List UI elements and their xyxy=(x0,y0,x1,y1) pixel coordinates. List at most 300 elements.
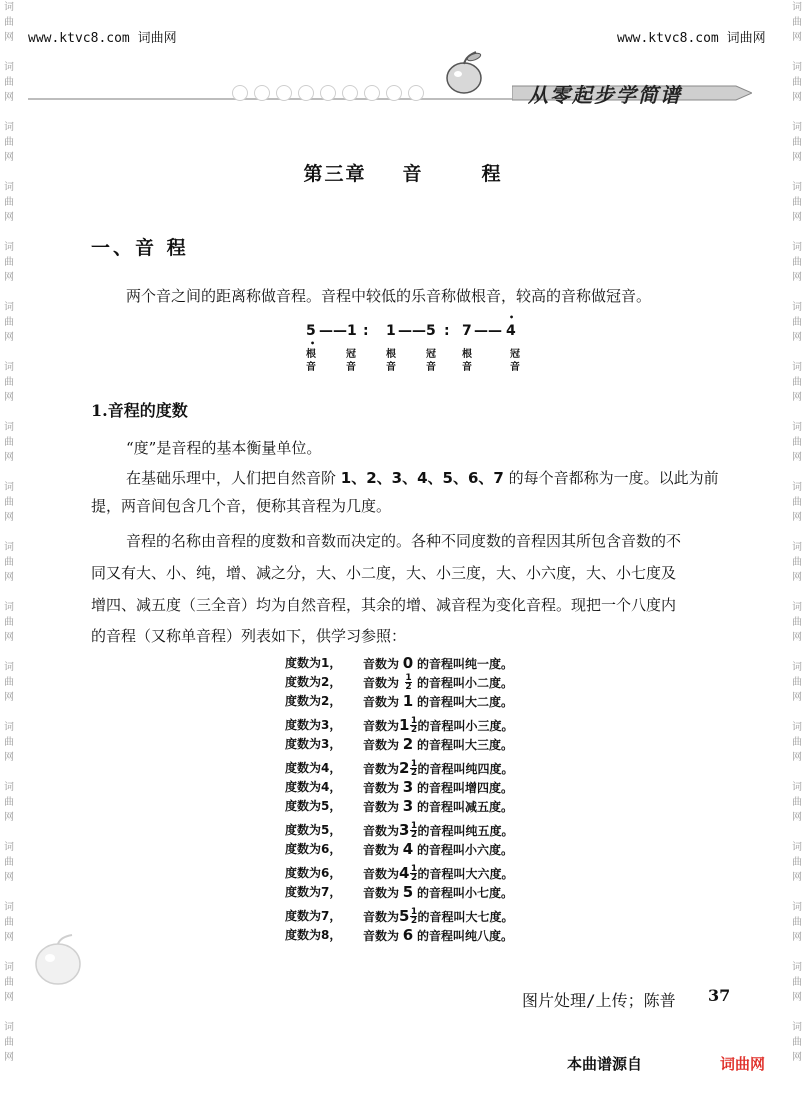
count-whole: 1 xyxy=(399,716,410,734)
notation-example xyxy=(306,313,536,378)
degree-value: 4， xyxy=(321,761,342,775)
chapter-prefix: 第三章 xyxy=(303,163,367,185)
count-label: 音数为 xyxy=(363,867,400,881)
paragraph-text: 的每个音都称为一度。以此为前 xyxy=(508,469,719,487)
degree-cell xyxy=(285,692,355,710)
fraction-numerator: 1 xyxy=(410,821,418,831)
paragraph-text: 在基础乐理中，人们把自然音阶 xyxy=(126,469,337,487)
watermark-char: 曲 xyxy=(4,737,14,748)
degree-value: 1， xyxy=(321,656,342,670)
watermark-char: 曲 xyxy=(792,797,802,808)
watermark-char: 网 xyxy=(792,272,802,283)
interval-suffix: 的音程叫 xyxy=(417,762,466,776)
count-label: 音数为 xyxy=(363,843,400,857)
watermark-char: 网 xyxy=(792,92,802,103)
semitone-count xyxy=(399,821,417,839)
watermark-char: 词 xyxy=(4,422,14,433)
label-root: 音 xyxy=(386,362,396,373)
watermark-char: 曲 xyxy=(792,977,802,988)
count-label: 音数为 xyxy=(363,800,400,814)
interval-name: 纯一度。 xyxy=(465,657,514,671)
watermark-char: 词 xyxy=(792,362,802,373)
paragraph: 同又有大、小、纯，增、减之分，大、小二度，大、小三度，大、小六度，大、小七度及 xyxy=(91,564,677,582)
subsection-title: 1.音程的度数 xyxy=(91,401,188,420)
octave-dot-above: • xyxy=(509,313,515,322)
watermark-char: 曲 xyxy=(4,377,14,388)
watermark-char: 网 xyxy=(792,212,802,223)
watermark-char: 词 xyxy=(4,602,14,613)
logo-title: 从零起步学简谱 xyxy=(528,83,682,107)
degree-value: 3， xyxy=(321,737,342,751)
watermark-char: 网 xyxy=(4,272,14,283)
note-high: 1 xyxy=(347,323,357,339)
chapter-title xyxy=(0,159,806,186)
count-label: 音数为 xyxy=(363,929,400,943)
watermark-char: 曲 xyxy=(792,1037,802,1048)
watermark-char: 网 xyxy=(792,32,802,43)
count-cell xyxy=(363,654,513,673)
watermark-char: 网 xyxy=(792,572,802,583)
watermark-char: 网 xyxy=(4,692,14,703)
fraction-denominator: 2 xyxy=(410,830,418,840)
bubble-decoration xyxy=(386,85,402,101)
note-low: 1 xyxy=(386,323,396,339)
site-url-left[interactable] xyxy=(28,27,177,46)
watermark-group xyxy=(4,900,14,945)
degree-value: 7， xyxy=(321,885,342,899)
degree-label: 度数为 xyxy=(285,866,322,880)
count-whole: 6 xyxy=(402,926,414,944)
count-whole: 5 xyxy=(399,907,410,925)
interval-suffix: 的音程叫 xyxy=(417,676,466,690)
watermark-group xyxy=(4,600,14,645)
label-root: 根 xyxy=(306,349,316,360)
fraction-denominator: 2 xyxy=(405,682,412,692)
interval-suffix: 的音程叫 xyxy=(417,929,466,943)
count-label: 音数为 xyxy=(363,781,400,795)
watermark-char: 词 xyxy=(792,602,802,613)
watermark-char: 词 xyxy=(792,2,802,13)
watermark-char: 网 xyxy=(4,452,14,463)
interval-name: 大三度。 xyxy=(465,738,514,752)
paragraph: 的音程（又称单音程）列表如下，供学习参照： xyxy=(91,627,407,645)
watermark-char: 网 xyxy=(4,512,14,523)
count-cell xyxy=(363,759,513,778)
watermark-group xyxy=(4,540,14,585)
degree-value: 5， xyxy=(321,823,342,837)
degree-label: 度数为 xyxy=(285,656,322,670)
watermark-char: 曲 xyxy=(792,737,802,748)
count-label: 音数为 xyxy=(363,738,400,752)
watermark-char: 网 xyxy=(4,872,14,883)
label-crown: 冠 xyxy=(510,349,520,360)
count-whole: 3 xyxy=(402,778,414,796)
octave-dot-below: • xyxy=(310,339,316,348)
interval-suffix: 的音程叫 xyxy=(417,657,466,671)
watermark-char: 曲 xyxy=(4,977,14,988)
watermark-char: 曲 xyxy=(792,317,802,328)
interval-name: 大二度。 xyxy=(465,695,514,709)
degree-cell xyxy=(285,735,355,753)
watermark-char: 词 xyxy=(792,902,802,913)
count-label: 音数为 xyxy=(363,719,400,733)
count-label: 音数为 xyxy=(363,910,400,924)
watermark-group xyxy=(4,180,14,225)
count-cell xyxy=(363,907,513,926)
count-whole: 2 xyxy=(399,759,410,777)
watermark-char: 词 xyxy=(792,962,802,973)
watermark-char: 曲 xyxy=(792,197,802,208)
label-crown: 音 xyxy=(510,362,520,373)
watermark-char: 网 xyxy=(4,32,14,43)
watermark-char: 曲 xyxy=(4,437,14,448)
watermark-char: 曲 xyxy=(4,617,14,628)
degree-value: 2， xyxy=(321,675,342,689)
watermark-char: 词 xyxy=(4,962,14,973)
interval-name: 小六度。 xyxy=(465,843,514,857)
count-cell xyxy=(363,864,513,883)
count-cell xyxy=(363,883,513,902)
fraction-denominator: 2 xyxy=(410,873,418,883)
paragraph: “度”是音程的基本衡量单位。 xyxy=(126,439,322,457)
watermark-group xyxy=(4,660,14,705)
semitone-count xyxy=(399,692,417,710)
watermark-group xyxy=(4,780,14,825)
site-name-right: 词曲网 xyxy=(726,31,766,46)
degree-label: 度数为 xyxy=(285,928,322,942)
watermark-char: 网 xyxy=(4,92,14,103)
watermark-char: 词 xyxy=(4,782,14,793)
watermark-char: 网 xyxy=(4,812,14,823)
interval-suffix: 的音程叫 xyxy=(417,719,466,733)
degree-value: 7， xyxy=(321,909,342,923)
source-brand-link[interactable]: 词曲网 xyxy=(720,1055,766,1073)
fraction-numerator: 1 xyxy=(410,759,418,769)
watermark-char: 曲 xyxy=(792,137,802,148)
watermark-char: 曲 xyxy=(4,17,14,28)
watermark-char: 曲 xyxy=(4,677,14,688)
watermark-char: 词 xyxy=(4,902,14,913)
count-fraction xyxy=(405,674,412,691)
watermark-group xyxy=(792,480,802,525)
watermark-char: 网 xyxy=(792,992,802,1003)
watermark-char: 词 xyxy=(792,482,802,493)
label-root: 音 xyxy=(462,362,472,373)
degree-cell xyxy=(285,716,355,734)
bubble-decoration xyxy=(342,85,358,101)
bubble-decoration xyxy=(408,85,424,101)
semitone-count xyxy=(399,926,417,944)
bubble-decoration xyxy=(298,85,314,101)
interval-name: 减五度。 xyxy=(465,800,514,814)
site-name-left: 词曲网 xyxy=(137,31,177,46)
count-whole: 3 xyxy=(402,797,414,815)
label-crown: 冠 xyxy=(426,349,436,360)
watermark-char: 曲 xyxy=(4,917,14,928)
watermark-group xyxy=(792,300,802,345)
watermark-char: 词 xyxy=(4,482,14,493)
watermark-char: 网 xyxy=(792,512,802,523)
bubble-decoration xyxy=(232,85,248,101)
watermark-char: 曲 xyxy=(4,197,14,208)
watermark-char: 网 xyxy=(4,632,14,643)
watermark-group xyxy=(4,0,14,45)
interval-suffix: 的音程叫 xyxy=(417,824,466,838)
watermark-char: 网 xyxy=(4,752,14,763)
degree-label: 度数为 xyxy=(285,675,322,689)
paragraph xyxy=(126,464,719,492)
count-cell xyxy=(363,797,513,816)
count-cell xyxy=(363,735,513,754)
uploader-credit: 图片处理/上传；陈普 xyxy=(522,991,676,1010)
count-cell xyxy=(363,926,513,945)
watermark-char: 曲 xyxy=(4,497,14,508)
note-low: 7 xyxy=(462,323,472,339)
watermark-char: 网 xyxy=(792,752,802,763)
watermark-char: 曲 xyxy=(792,557,802,568)
count-label: 音数为 xyxy=(363,676,400,690)
degree-label: 度数为 xyxy=(285,761,322,775)
watermark-group xyxy=(792,60,802,105)
interval-name: 纯四度。 xyxy=(465,762,514,776)
watermark-char: 曲 xyxy=(4,1037,14,1048)
watermark-char: 曲 xyxy=(4,317,14,328)
paragraph: 提，两音间包含几个音，便称其音程为几度。 xyxy=(91,497,392,515)
count-label: 音数为 xyxy=(363,762,400,776)
watermark-char: 网 xyxy=(792,392,802,403)
watermark-group xyxy=(4,480,14,525)
degree-cell xyxy=(285,673,355,691)
watermark-group xyxy=(4,720,14,765)
note-high: 5 xyxy=(426,323,436,339)
interval-table xyxy=(285,654,585,964)
label-root: 根 xyxy=(462,349,472,360)
bubble-decoration xyxy=(364,85,380,101)
watermark-char: 词 xyxy=(4,542,14,553)
watermark-char: 词 xyxy=(4,1022,14,1033)
degree-cell xyxy=(285,926,355,944)
watermark-char: 网 xyxy=(792,632,802,643)
note-high: 4 xyxy=(506,323,516,339)
page-number: 37 xyxy=(708,986,731,1005)
watermark-group xyxy=(792,720,802,765)
watermark-char: 曲 xyxy=(4,857,14,868)
count-cell xyxy=(363,673,513,692)
watermark-char: 曲 xyxy=(792,617,802,628)
watermark-char: 网 xyxy=(792,1052,802,1063)
watermark-group xyxy=(792,420,802,465)
watermark-group xyxy=(4,240,14,285)
interval-suffix: 的音程叫 xyxy=(417,800,466,814)
watermark-char: 网 xyxy=(792,932,802,943)
watermark-char: 词 xyxy=(4,2,14,13)
watermark-char: 曲 xyxy=(792,257,802,268)
watermark-char: 曲 xyxy=(792,377,802,388)
paragraph: 音程的名称由音程的度数和音数而决定的。各种不同度数的音程因其所包含音数的不 xyxy=(126,532,682,550)
watermark-char: 曲 xyxy=(792,77,802,88)
watermark-char: 词 xyxy=(792,422,802,433)
watermark-char: 网 xyxy=(792,812,802,823)
watermark-group xyxy=(792,360,802,405)
count-whole: 5 xyxy=(402,883,414,901)
watermark-char: 词 xyxy=(792,182,802,193)
watermark-group xyxy=(792,780,802,825)
watermark-char: 词 xyxy=(4,182,14,193)
watermark-char: 词 xyxy=(4,662,14,673)
degree-label: 度数为 xyxy=(285,737,322,751)
chapter-char: 程 xyxy=(481,163,503,185)
bubble-decoration xyxy=(276,85,292,101)
interval-suffix: 的音程叫 xyxy=(417,695,466,709)
degree-label: 度数为 xyxy=(285,842,322,856)
degree-label: 度数为 xyxy=(285,799,322,813)
label-root: 根 xyxy=(386,349,396,360)
semitone-count xyxy=(399,735,417,753)
watermark-group xyxy=(4,840,14,885)
watermark-group xyxy=(792,660,802,705)
dash-line: —— xyxy=(398,323,426,339)
watermark-char: 词 xyxy=(4,122,14,133)
apple-decoration-icon xyxy=(28,930,90,990)
interval-suffix: 的音程叫 xyxy=(417,886,466,900)
watermark-char: 网 xyxy=(4,992,14,1003)
watermark-group xyxy=(4,960,14,1005)
section-title: 一、音 程 xyxy=(91,237,189,259)
site-url-right-text: www.ktvc8.com xyxy=(617,31,719,46)
watermark-char: 词 xyxy=(4,722,14,733)
semitone-count xyxy=(399,797,417,815)
watermark-char: 网 xyxy=(4,152,14,163)
watermark-char: 词 xyxy=(792,1022,802,1033)
degree-label: 度数为 xyxy=(285,718,322,732)
degree-cell xyxy=(285,864,355,882)
watermark-char: 曲 xyxy=(4,257,14,268)
interval-suffix: 的音程叫 xyxy=(417,843,466,857)
interval-name: 小三度。 xyxy=(465,719,514,733)
degree-cell xyxy=(285,883,355,901)
watermark-char: 网 xyxy=(4,1052,14,1063)
watermark-group xyxy=(792,1020,802,1065)
watermark-char: 网 xyxy=(792,692,802,703)
fraction-denominator: 2 xyxy=(410,916,418,926)
count-cell xyxy=(363,778,513,797)
watermark-char: 词 xyxy=(792,662,802,673)
interval-name: 大六度。 xyxy=(465,867,514,881)
scale-degrees: 1、2、3、4、5、6、7 xyxy=(340,469,504,487)
watermark-char: 网 xyxy=(4,212,14,223)
fraction-numerator: 1 xyxy=(405,673,412,683)
count-whole: 3 xyxy=(399,821,410,839)
degree-cell xyxy=(285,778,355,796)
semitone-count xyxy=(399,759,417,777)
count-cell xyxy=(363,821,513,840)
count-whole: 4 xyxy=(399,864,410,882)
separator: : xyxy=(444,323,450,339)
degree-value: 3， xyxy=(321,718,342,732)
dash-line: —— xyxy=(319,323,347,339)
watermark-char: 曲 xyxy=(792,17,802,28)
watermark-group xyxy=(792,540,802,585)
label-crown: 音 xyxy=(346,362,356,373)
apple-logo-icon xyxy=(436,48,492,98)
interval-suffix: 的音程叫 xyxy=(417,738,466,752)
degree-label: 度数为 xyxy=(285,823,322,837)
watermark-char: 曲 xyxy=(792,917,802,928)
interval-suffix: 的音程叫 xyxy=(417,781,466,795)
degree-value: 6， xyxy=(321,866,342,880)
watermark-char: 词 xyxy=(792,542,802,553)
watermark-char: 网 xyxy=(4,932,14,943)
count-whole: 2 xyxy=(402,735,414,753)
watermark-char: 词 xyxy=(4,362,14,373)
count-cell xyxy=(363,692,513,711)
count-whole: 1 xyxy=(402,692,414,710)
label-crown: 冠 xyxy=(346,349,356,360)
watermark-group xyxy=(792,900,802,945)
watermark-char: 词 xyxy=(4,242,14,253)
site-url-left-text: www.ktvc8.com xyxy=(28,31,130,46)
fraction-denominator: 2 xyxy=(410,725,418,735)
watermark-char: 曲 xyxy=(792,677,802,688)
watermark-group xyxy=(792,0,802,45)
watermark-char: 词 xyxy=(4,62,14,73)
degree-value: 6， xyxy=(321,842,342,856)
fraction-numerator: 1 xyxy=(410,864,418,874)
degree-cell xyxy=(285,797,355,815)
count-label: 音数为 xyxy=(363,886,400,900)
semitone-count xyxy=(399,840,417,858)
degree-label: 度数为 xyxy=(285,780,322,794)
watermark-char: 词 xyxy=(792,122,802,133)
watermark-char: 词 xyxy=(792,62,802,73)
watermark-char: 网 xyxy=(792,332,802,343)
degree-value: 5， xyxy=(321,799,342,813)
count-label: 音数为 xyxy=(363,657,400,671)
fraction-denominator: 2 xyxy=(410,768,418,778)
watermark-char: 曲 xyxy=(792,437,802,448)
watermark-group xyxy=(792,840,802,885)
watermark-char: 网 xyxy=(792,872,802,883)
paragraph: 增四、减五度（三全音）均为自然音程，其余的增、减音程为变化音程。现把一个八度内 xyxy=(91,596,677,614)
watermark-char: 网 xyxy=(792,452,802,463)
watermark-group xyxy=(4,360,14,405)
site-url-right[interactable] xyxy=(617,27,766,46)
watermark-group xyxy=(4,300,14,345)
degree-label: 度数为 xyxy=(285,694,322,708)
interval-name: 大七度。 xyxy=(465,910,514,924)
watermark-group xyxy=(792,180,802,225)
source-label: 本曲谱源自 xyxy=(567,1055,643,1073)
watermark-char: 曲 xyxy=(4,77,14,88)
degree-value: 4， xyxy=(321,780,342,794)
watermark-group xyxy=(792,960,802,1005)
degree-cell xyxy=(285,654,355,672)
watermark-group xyxy=(4,60,14,105)
interval-name: 纯八度。 xyxy=(465,929,514,943)
watermark-char: 词 xyxy=(4,302,14,313)
watermark-group xyxy=(792,600,802,645)
watermark-char: 网 xyxy=(792,152,802,163)
watermark-group xyxy=(4,1020,14,1065)
interval-name: 纯五度。 xyxy=(465,824,514,838)
chapter-char: 音 xyxy=(402,163,424,185)
interval-suffix: 的音程叫 xyxy=(417,867,466,881)
count-cell xyxy=(363,840,513,859)
interval-suffix: 的音程叫 xyxy=(417,910,466,924)
watermark-char: 词 xyxy=(4,842,14,853)
watermark-char: 词 xyxy=(792,722,802,733)
semitone-count xyxy=(399,673,417,691)
